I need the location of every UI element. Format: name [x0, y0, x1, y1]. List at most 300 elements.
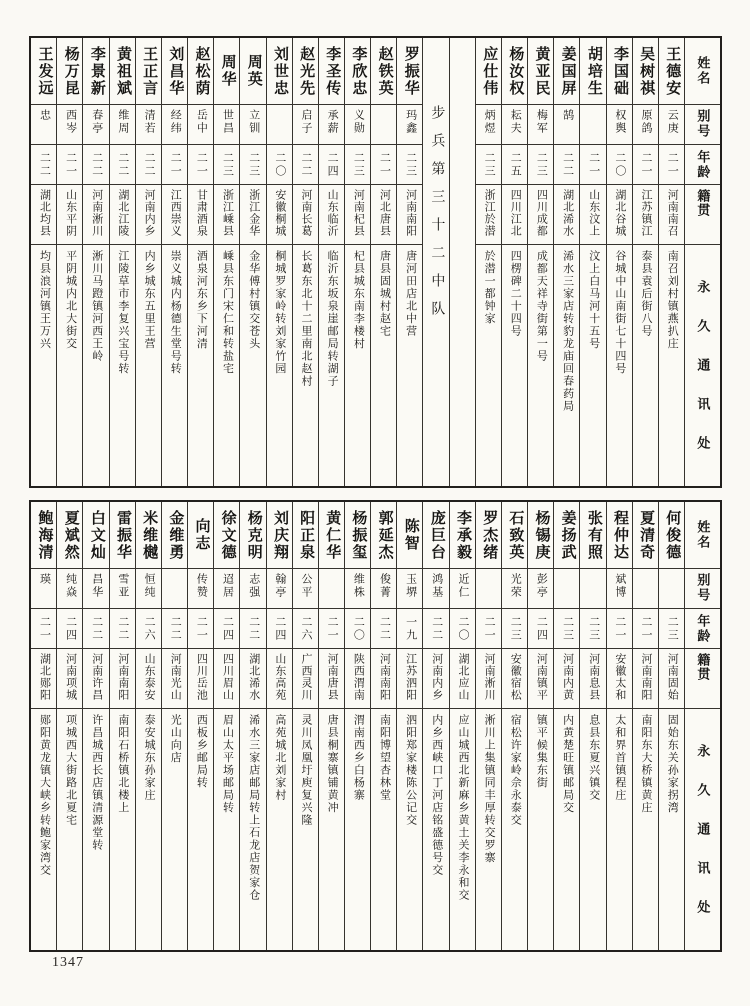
spacer-column: [449, 38, 475, 486]
age-cell-text: 二四: [535, 615, 548, 642]
address-cell-text: 嵊县东门宋仁和转盐宅: [221, 250, 234, 375]
header-age: [685, 144, 720, 184]
native-place-cell: [476, 648, 501, 708]
native-place-cell: [319, 648, 344, 708]
name-cell-text: 庞巨台: [428, 509, 445, 561]
name-cell: [659, 502, 684, 568]
native-place-cell-text: 河南唐县: [326, 653, 339, 701]
alias-cell: [31, 104, 56, 144]
name-cell-text: 夏斌然: [62, 509, 79, 561]
age-cell: [57, 144, 82, 184]
native-place-cell-text: 四川眉山: [221, 653, 234, 701]
address-cell-text: 成都天祥寺街第一号: [535, 250, 548, 363]
name-cell-text: 黄亚民: [533, 45, 550, 97]
name-cell: [188, 502, 213, 568]
address-cell-text: 唐河田店北中营: [404, 250, 417, 338]
alias-cell: [345, 104, 370, 144]
age-cell: [528, 144, 553, 184]
native-place-cell: [267, 184, 292, 244]
person-column: [396, 502, 422, 950]
name-cell: [476, 38, 501, 104]
name-cell-text: 刘昌华: [167, 45, 184, 97]
person-column: [579, 38, 605, 486]
native-place-cell-text: 浙江於潜: [483, 189, 496, 237]
native-place-cell-text: 湖北郧阳: [38, 653, 51, 701]
unit-title-text: 步兵第三十二中队: [429, 105, 445, 329]
age-cell: [214, 144, 239, 184]
name-cell-text: 王正言: [141, 45, 158, 97]
address-cell: [188, 244, 213, 486]
age-cell: [188, 608, 213, 648]
age-cell: [162, 144, 187, 184]
age-cell: [267, 144, 292, 184]
age-cell: [188, 144, 213, 184]
native-place-cell: [214, 648, 239, 708]
age-cell-text: 二二: [116, 615, 129, 642]
name-cell-text: 杨汝权: [507, 45, 524, 97]
name-cell: [162, 38, 187, 104]
header-age: [685, 608, 720, 648]
age-cell-text: 二一: [326, 615, 339, 642]
age-cell: [659, 608, 684, 648]
person-column: [213, 38, 239, 486]
name-cell: [659, 38, 684, 104]
alias-cell-text: 传赞: [195, 573, 208, 599]
address-cell: [31, 708, 56, 950]
alias-cell: [136, 104, 161, 144]
native-place-cell-text: 河南镇平: [535, 653, 548, 701]
alias-cell: [554, 104, 579, 144]
person-column: [370, 502, 396, 950]
native-place-cell: [607, 648, 632, 708]
alias-cell: [580, 104, 605, 144]
header-alias: [685, 104, 720, 144]
person-column: [56, 38, 82, 486]
address-cell: [554, 244, 579, 486]
native-place-cell: [502, 648, 527, 708]
alias-cell: [633, 568, 658, 608]
native-place-cell-text: 安徽桐城: [273, 189, 286, 237]
native-place-cell: [31, 184, 56, 244]
address-cell-text: 淅川上集镇同丰厚转交罗寨: [483, 714, 496, 864]
name-cell: [293, 38, 318, 104]
alias-cell-text: 志强: [247, 573, 260, 599]
address-cell: [83, 708, 108, 950]
address-cell: [423, 708, 448, 950]
alias-cell-text: 原鸽: [640, 109, 653, 135]
alias-cell: [607, 568, 632, 608]
address-cell-text: 渭南西乡白杨寨: [352, 714, 365, 802]
address-cell: [607, 708, 632, 950]
person-column: [396, 38, 422, 486]
name-cell: [554, 38, 579, 104]
name-cell: [267, 502, 292, 568]
age-cell-text: 二一: [640, 615, 653, 642]
alias-cell: [319, 104, 344, 144]
age-cell: [476, 144, 501, 184]
person-column: [658, 502, 684, 950]
alias-cell-text: 瑛: [38, 573, 51, 586]
alias-cell-text: 近仁: [456, 573, 469, 599]
alias-cell: [554, 568, 579, 608]
person-column: [527, 502, 553, 950]
alias-cell: [371, 104, 396, 144]
alias-cell: [240, 568, 265, 608]
age-cell: [423, 608, 448, 648]
address-cell-text: 泗阳郑家楼陈公记交: [404, 714, 417, 827]
native-place-cell: [57, 648, 82, 708]
person-column: [109, 38, 135, 486]
alias-cell: [240, 104, 265, 144]
native-place-cell-text: 湖北浠水: [247, 653, 260, 701]
alias-cell-text: 俊菁: [378, 573, 391, 599]
address-cell-text: 浠水三家店邮局转上石龙店贺家仓: [247, 714, 260, 902]
name-cell: [371, 502, 396, 568]
age-cell: [371, 608, 396, 648]
address-cell-text: 应山城西北新麻乡黄土关李永和交: [456, 714, 469, 902]
name-cell: [371, 38, 396, 104]
person-column: [475, 38, 501, 486]
name-cell: [554, 502, 579, 568]
alias-cell-text: 鹄: [561, 109, 574, 122]
age-cell-text: 二二: [561, 151, 574, 178]
age-cell: [214, 608, 239, 648]
address-cell-text: 息县东夏兴镇交: [587, 714, 600, 802]
native-place-cell: [188, 184, 213, 244]
address-cell-text: 郧阳黄龙镇大峡乡转鲍家湾交: [38, 714, 51, 877]
name-cell-text: 杨克明: [245, 509, 262, 561]
name-cell: [607, 502, 632, 568]
address-cell: [502, 708, 527, 950]
name-cell-text: 李承毅: [455, 509, 472, 561]
age-cell-text: 二四: [221, 615, 234, 642]
address-cell: [659, 708, 684, 950]
address-cell: [240, 708, 265, 950]
age-cell-text: 二一: [613, 615, 626, 642]
address-cell-text: 宿松许家岭佘永泰交: [509, 714, 522, 827]
person-column: [239, 38, 265, 486]
native-place-cell-text: 河南南阳: [640, 653, 653, 701]
age-cell: [607, 144, 632, 184]
age-cell-text: 二二: [378, 615, 391, 642]
name-cell: [136, 502, 161, 568]
person-column: [553, 502, 579, 950]
native-place-cell-text: 河南光山: [169, 653, 182, 701]
alias-cell-text: 梅军: [535, 109, 548, 135]
age-cell: [528, 608, 553, 648]
person-column: [344, 38, 370, 486]
alias-cell-text: 权舆: [613, 109, 626, 135]
name-cell: [633, 38, 658, 104]
alias-cell: [214, 104, 239, 144]
name-cell: [293, 502, 318, 568]
name-cell: [240, 502, 265, 568]
name-cell: [214, 38, 239, 104]
alias-cell: [162, 568, 187, 608]
native-place-cell-text: 四川成都: [535, 189, 548, 237]
person-column: [56, 502, 82, 950]
name-cell: [57, 502, 82, 568]
alias-cell-text: 耘夫: [509, 109, 522, 135]
native-place-cell: [607, 184, 632, 244]
alias-cell-text: 纯焱: [64, 573, 77, 599]
address-cell: [397, 244, 422, 486]
native-place-cell: [580, 184, 605, 244]
age-cell: [450, 608, 475, 648]
age-cell: [57, 608, 82, 648]
native-place-cell-text: 河南内黄: [561, 653, 574, 701]
age-cell-text: 二一: [38, 615, 51, 642]
name-cell-text: 杨锡庚: [533, 509, 550, 561]
alias-cell: [319, 568, 344, 608]
name-cell-text: 向志: [193, 518, 210, 552]
age-cell: [240, 608, 265, 648]
name-cell-text: 何俊德: [664, 509, 681, 561]
alias-cell: [371, 568, 396, 608]
address-cell: [214, 708, 239, 950]
header-permanent-address-text: 永久通讯处: [695, 279, 711, 475]
alias-cell-text: 启子: [300, 109, 312, 135]
person-column: [82, 502, 108, 950]
alias-cell-text: 忠: [38, 109, 51, 122]
alias-cell: [267, 104, 292, 144]
address-cell: [607, 244, 632, 486]
native-place-cell: [450, 648, 475, 708]
name-cell-text: 李圣传: [324, 45, 341, 97]
address-cell-text: 高苑城北刘家村: [273, 714, 286, 802]
alias-cell-text: 光荣: [509, 573, 522, 599]
alias-cell: [476, 568, 501, 608]
native-place-cell-text: 安徽太和: [613, 653, 626, 701]
address-cell-text: 项城西大街路北夏宅: [64, 714, 77, 827]
name-cell-text: 白文灿: [88, 509, 105, 561]
name-cell-text: 赵光先: [298, 45, 315, 97]
unit-title-cell: [423, 38, 448, 486]
address-cell-text: 眉山太平场邮局转: [221, 714, 234, 814]
age-cell: [31, 144, 56, 184]
address-cell: [57, 708, 82, 950]
alias-cell: [659, 104, 684, 144]
name-cell-text: 黄祖斌: [115, 45, 132, 97]
alias-cell: [110, 568, 135, 608]
native-place-cell-text: 江苏泗阳: [404, 653, 417, 701]
name-cell: [528, 502, 553, 568]
name-cell-text: 罗振华: [402, 45, 419, 97]
address-cell-text: 光山向店: [169, 714, 182, 764]
age-cell-text: 二四: [326, 151, 339, 178]
person-column: [658, 38, 684, 486]
address-cell-text: 桐城罗家岭转刘家竹园: [273, 250, 286, 375]
native-place-cell-text: 湖北谷城: [613, 189, 626, 237]
age-cell: [397, 608, 422, 648]
native-place-cell: [528, 648, 553, 708]
header-name: [685, 502, 720, 568]
age-cell: [293, 608, 318, 648]
name-cell-text: 刘世忠: [271, 45, 288, 97]
age-cell: [83, 144, 108, 184]
name-cell: [136, 38, 161, 104]
name-cell-text: 张有照: [585, 509, 602, 561]
native-place-cell-text: 河南淅川: [483, 653, 496, 701]
address-cell-text: 镇平候集东街: [535, 714, 548, 789]
address-cell-text: 泰县袁后街八号: [640, 250, 653, 338]
address-cell-text: 太和界首镇程庄: [613, 714, 626, 802]
native-place-cell: [633, 184, 658, 244]
alias-cell-text: 玉堺: [404, 573, 417, 599]
age-cell: [293, 144, 318, 184]
age-cell-text: 二三: [587, 615, 600, 642]
age-cell-text: 二三: [483, 151, 496, 178]
alias-cell-text: 承薪: [326, 109, 339, 135]
person-column: [135, 38, 161, 486]
age-cell-text: 二一: [378, 151, 391, 178]
native-place-cell: [423, 648, 448, 708]
age-cell: [319, 144, 344, 184]
person-column: [632, 38, 658, 486]
alias-cell-text: 云庚: [666, 109, 679, 135]
native-place-cell-text: 湖北浠水: [561, 189, 574, 237]
name-cell: [267, 38, 292, 104]
age-cell-text: 二一: [483, 615, 496, 642]
person-column: [31, 502, 56, 950]
person-column: [161, 502, 187, 950]
name-cell-text: 夏清奇: [638, 509, 655, 561]
address-cell: [162, 708, 187, 950]
alias-cell-text: 恒纯: [143, 573, 156, 599]
native-place-cell: [110, 648, 135, 708]
header-age-text: 年龄: [695, 613, 711, 644]
address-cell: [476, 708, 501, 950]
address-cell: [267, 244, 292, 486]
alias-cell: [528, 104, 553, 144]
address-cell: [240, 244, 265, 486]
alias-cell-text: 岳中: [195, 109, 208, 135]
native-place-cell-text: 甘肃酒泉: [195, 189, 208, 237]
name-cell-text: 徐文德: [219, 509, 236, 561]
alias-cell-text: 鸿基: [430, 573, 443, 599]
name-cell-text: 李欣忠: [350, 45, 367, 97]
name-cell: [580, 502, 605, 568]
address-cell: [345, 244, 370, 486]
age-cell: [633, 608, 658, 648]
alias-cell: [423, 568, 448, 608]
address-cell: [450, 708, 475, 950]
address-cell: [345, 708, 370, 950]
native-place-cell-text: 河南杞县: [352, 189, 365, 237]
header-name-text: 姓名: [695, 56, 711, 86]
name-cell: [633, 502, 658, 568]
address-cell: [293, 708, 318, 950]
age-cell-text: 二一: [666, 151, 679, 178]
address-cell-text: 许昌城西长店镇清源堂转: [90, 714, 103, 852]
roster-table-bottom: [29, 500, 722, 952]
name-cell-text: 石致英: [507, 509, 524, 561]
alias-cell: [397, 104, 422, 144]
person-column: [606, 502, 632, 950]
alias-cell-text: 西岑: [64, 109, 77, 135]
person-column: [318, 38, 344, 486]
native-place-cell: [83, 648, 108, 708]
native-place-cell-text: 湖北均县: [38, 189, 51, 237]
address-cell: [528, 244, 553, 486]
address-cell: [319, 708, 344, 950]
native-place-cell: [659, 184, 684, 244]
address-cell: [162, 244, 187, 486]
person-column: [135, 502, 161, 950]
age-cell: [345, 144, 370, 184]
name-cell: [162, 502, 187, 568]
person-column: [266, 38, 292, 486]
alias-cell: [188, 568, 213, 608]
native-place-cell-text: 浙江嵊县: [221, 189, 234, 237]
name-cell: [31, 502, 56, 568]
alias-cell: [502, 104, 527, 144]
address-cell: [110, 244, 135, 486]
native-place-cell: [319, 184, 344, 244]
name-cell-text: 郭延杰: [376, 509, 393, 561]
native-place-cell: [528, 184, 553, 244]
age-cell-text: 二一: [587, 151, 600, 178]
native-place-cell: [267, 648, 292, 708]
name-cell: [345, 38, 370, 104]
alias-cell: [57, 104, 82, 144]
age-cell: [633, 144, 658, 184]
alias-cell: [57, 568, 82, 608]
age-cell-text: 二〇: [352, 615, 365, 642]
alias-cell-text: 迢居: [221, 573, 234, 599]
address-cell: [633, 708, 658, 950]
person-column: [318, 502, 344, 950]
address-cell-text: 长葛东北十二里南北赵村: [300, 250, 312, 388]
name-cell: [450, 502, 475, 568]
header-permanent-address: [685, 244, 720, 486]
age-cell: [607, 608, 632, 648]
address-cell-text: 淅川马蹬镇河西王岭: [90, 250, 103, 363]
age-cell-text: 二六: [300, 615, 312, 642]
native-place-cell: [633, 648, 658, 708]
age-cell-text: 二〇: [273, 151, 286, 178]
name-cell-text: 杨振玺: [350, 509, 367, 561]
age-cell: [110, 144, 135, 184]
address-cell: [397, 708, 422, 950]
name-cell: [423, 502, 448, 568]
native-place-cell-text: 山东高苑: [273, 653, 286, 701]
alias-cell: [267, 568, 292, 608]
name-cell-text: 王发远: [36, 45, 53, 97]
name-cell-text: 周英: [245, 54, 262, 88]
header-name-text: 姓名: [695, 520, 711, 550]
name-cell-text: 赵松荫: [193, 45, 210, 97]
person-column: [266, 502, 292, 950]
alias-cell-text: 玛鑫: [404, 109, 417, 135]
native-place-cell: [580, 648, 605, 708]
age-cell-text: 二二: [300, 151, 312, 178]
alias-cell-text: 彭亭: [535, 573, 548, 599]
address-cell-text: 南阳东大桥镇黄庄: [640, 714, 653, 814]
age-cell-text: 二三: [404, 151, 417, 178]
address-cell: [633, 244, 658, 486]
alias-cell-text: 炳煜: [483, 109, 496, 135]
age-cell-text: 二一: [64, 151, 77, 178]
name-cell-text: 雷振华: [115, 509, 132, 561]
age-cell-text: 二一: [195, 151, 208, 178]
person-column: [422, 502, 448, 950]
age-cell-text: 一九: [404, 615, 417, 642]
address-cell: [267, 708, 292, 950]
native-place-cell-text: 湖北江陵: [116, 189, 129, 237]
address-cell-text: 南召刘村镇燕扒庄: [666, 250, 679, 350]
spacer-cell: [450, 38, 475, 486]
